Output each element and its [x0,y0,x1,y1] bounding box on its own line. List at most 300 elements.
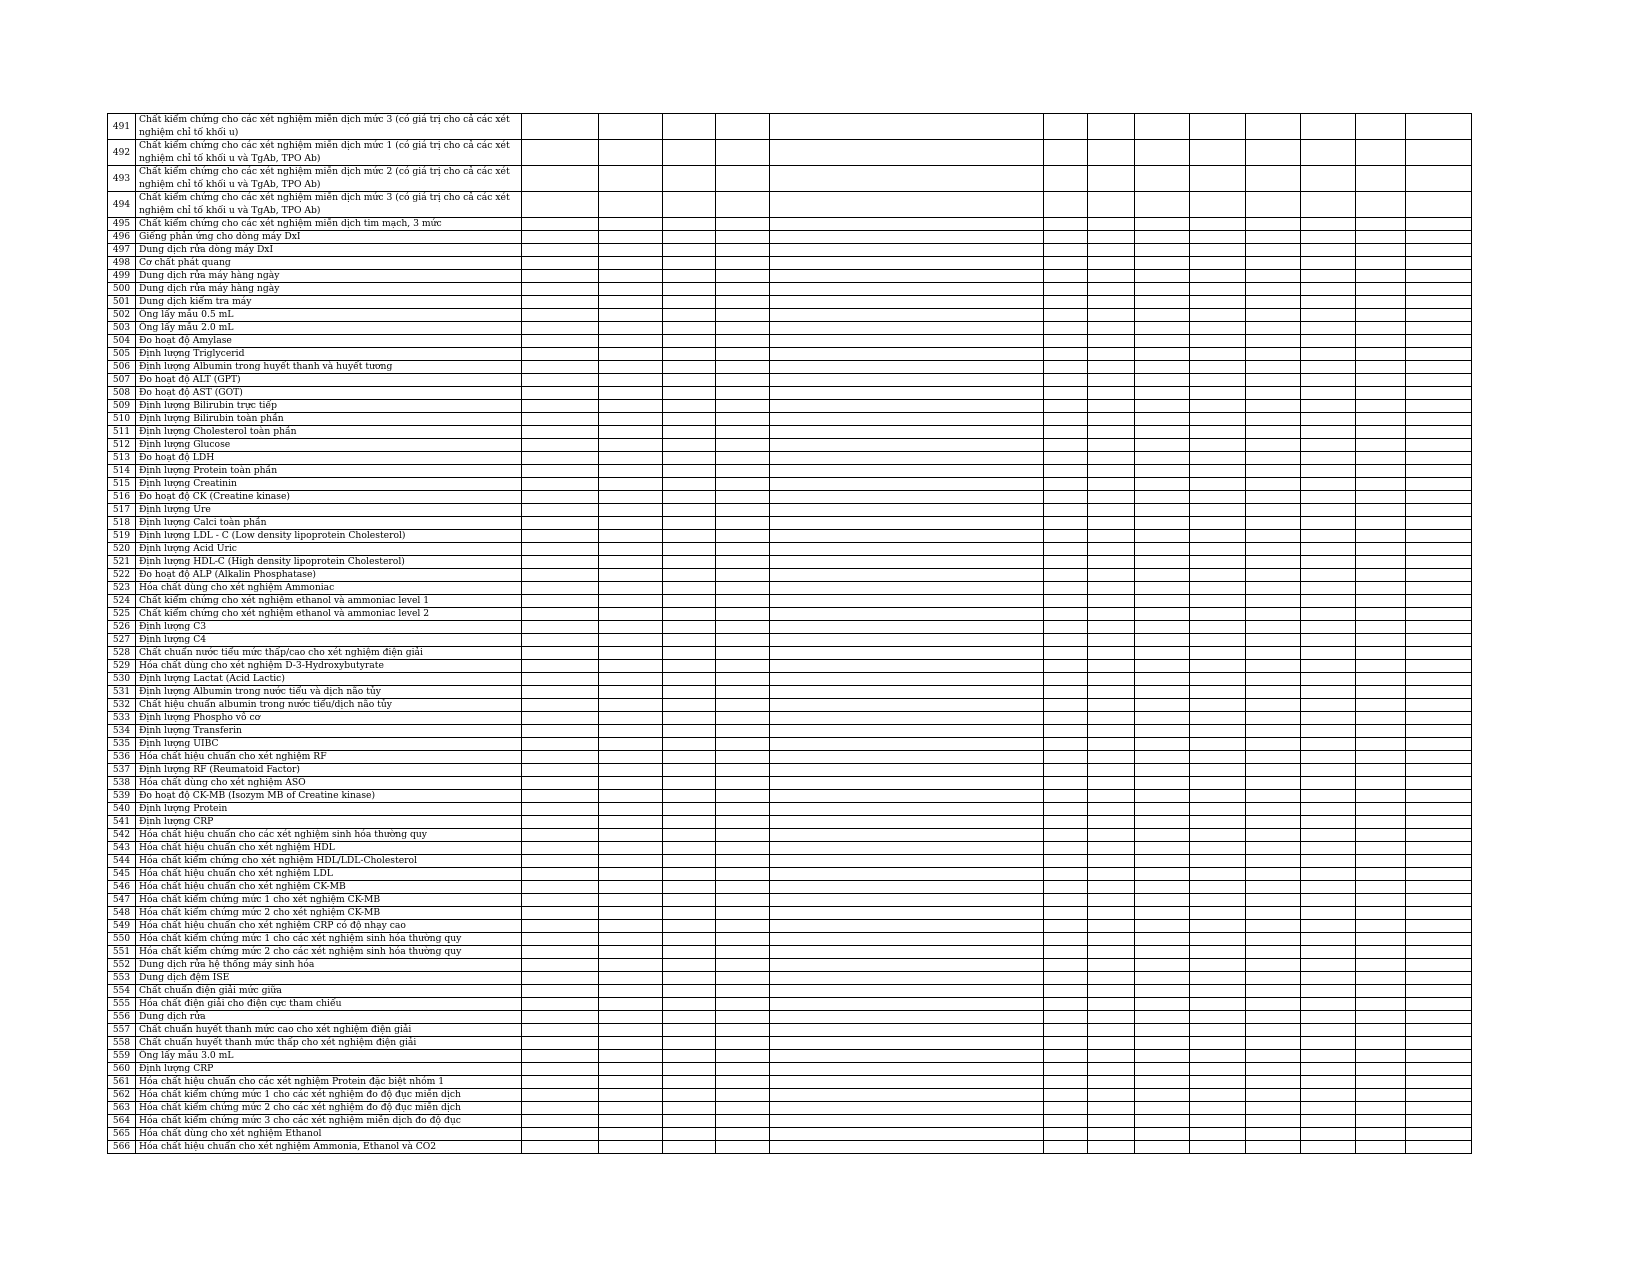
empty-cell [1356,868,1406,881]
empty-cell [599,218,663,231]
empty-cell [770,556,1044,569]
empty-cell [1406,140,1472,166]
empty-cell [716,764,770,777]
empty-cell [1088,1050,1135,1063]
empty-cell [716,387,770,400]
item-name: Định lượng RF (Reumatoid Factor) [136,764,522,777]
empty-cell [716,413,770,426]
row-number: 535 [108,738,136,751]
empty-cell [663,270,716,283]
empty-cell [1301,816,1356,829]
empty-cell [1190,998,1246,1011]
empty-cell [1301,218,1356,231]
empty-cell [1301,1011,1356,1024]
empty-cell [716,374,770,387]
empty-cell [522,491,599,504]
empty-cell [1406,751,1472,764]
row-number: 565 [108,1128,136,1141]
empty-cell [599,933,663,946]
empty-cell [522,257,599,270]
empty-cell [1135,218,1190,231]
empty-cell [1301,582,1356,595]
empty-cell [1406,660,1472,673]
empty-cell [770,244,1044,257]
empty-cell [1246,1128,1301,1141]
empty-cell [1356,1037,1406,1050]
empty-cell [1406,556,1472,569]
empty-cell [663,972,716,985]
empty-cell [716,842,770,855]
empty-cell [716,244,770,257]
empty-cell [770,517,1044,530]
table-row [108,166,1473,192]
empty-cell [716,348,770,361]
row-number: 512 [108,439,136,452]
empty-cell [716,400,770,413]
empty-cell [716,452,770,465]
item-name: Hóa chất kiểm chứng mức 2 cho xét nghiệm CK-MB [136,907,522,920]
empty-cell [1356,1011,1406,1024]
empty-cell [1135,881,1190,894]
empty-cell [1044,166,1088,192]
empty-cell [522,699,599,712]
empty-cell [1190,114,1246,140]
item-name: Chất chuẩn điện giải mức giữa [136,985,522,998]
empty-cell [770,647,1044,660]
empty-cell [599,764,663,777]
empty-cell [1356,387,1406,400]
empty-cell [1190,1037,1246,1050]
table-row [108,647,1473,660]
empty-cell [716,1063,770,1076]
row-number: 538 [108,777,136,790]
empty-cell [599,790,663,803]
empty-cell [1135,257,1190,270]
empty-cell [522,556,599,569]
empty-cell [1301,725,1356,738]
row-number: 534 [108,725,136,738]
empty-cell [1088,1076,1135,1089]
empty-cell [522,1128,599,1141]
item-name: Định lượng Cholesterol toàn phần [136,426,522,439]
row-number: 560 [108,1063,136,1076]
empty-cell [1190,959,1246,972]
empty-cell [1044,218,1088,231]
empty-cell [770,907,1044,920]
empty-cell [1246,231,1301,244]
empty-cell [599,452,663,465]
empty-cell [1356,244,1406,257]
empty-cell [1088,1037,1135,1050]
empty-cell [1406,322,1472,335]
empty-cell [1088,790,1135,803]
empty-cell [1301,530,1356,543]
empty-cell [1356,283,1406,296]
empty-cell [1135,985,1190,998]
empty-cell [1246,673,1301,686]
empty-cell [1190,686,1246,699]
empty-cell [1135,972,1190,985]
empty-cell [716,218,770,231]
empty-cell [716,595,770,608]
empty-cell [1190,361,1246,374]
empty-cell [1246,543,1301,556]
empty-cell [1044,517,1088,530]
empty-cell [1301,1115,1356,1128]
empty-cell [599,803,663,816]
empty-cell [522,738,599,751]
row-number: 508 [108,387,136,400]
empty-cell [522,764,599,777]
item-name: Định lượng Transferin [136,725,522,738]
item-name: Ống lấy mẫu 0.5 mL [136,309,522,322]
empty-cell [1190,348,1246,361]
empty-cell [599,1063,663,1076]
item-name: Hóa chất điện giải cho điện cực tham chiếu [136,998,522,1011]
row-number: 509 [108,400,136,413]
empty-cell [1301,764,1356,777]
empty-cell [716,790,770,803]
empty-cell [1135,166,1190,192]
empty-cell [1088,309,1135,322]
empty-cell [1406,777,1472,790]
empty-cell [1356,608,1406,621]
empty-cell [1246,413,1301,426]
empty-cell [1301,660,1356,673]
empty-cell [716,1011,770,1024]
empty-cell [1135,491,1190,504]
empty-cell [599,335,663,348]
empty-cell [1406,712,1472,725]
empty-cell [599,634,663,647]
empty-cell [1088,920,1135,933]
empty-cell [1406,439,1472,452]
empty-cell [1356,959,1406,972]
empty-cell [1301,114,1356,140]
empty-cell [716,517,770,530]
item-name: Định lượng Acid Uric [136,543,522,556]
empty-cell [1088,270,1135,283]
empty-cell [1301,413,1356,426]
empty-cell [1044,855,1088,868]
empty-cell [1044,387,1088,400]
empty-cell [1406,621,1472,634]
empty-cell [1356,816,1406,829]
empty-cell [1406,907,1472,920]
row-number: 566 [108,1141,136,1154]
empty-cell [1135,582,1190,595]
empty-cell [599,114,663,140]
empty-cell [1044,920,1088,933]
empty-cell [522,283,599,296]
empty-cell [770,894,1044,907]
empty-cell [1301,595,1356,608]
empty-cell [1190,1141,1246,1154]
empty-cell [1406,1115,1472,1128]
empty-cell [770,270,1044,283]
row-number: 505 [108,348,136,361]
table-row [108,829,1473,842]
empty-cell [1190,777,1246,790]
empty-cell [1044,933,1088,946]
empty-cell [1406,725,1472,738]
empty-cell [1088,504,1135,517]
empty-cell [663,738,716,751]
empty-cell [1356,1076,1406,1089]
empty-cell [522,426,599,439]
empty-cell [522,387,599,400]
empty-cell [1088,361,1135,374]
empty-cell [1044,452,1088,465]
empty-cell [1190,751,1246,764]
item-name: Đo hoạt độ AST (GOT) [136,387,522,400]
empty-cell [1301,673,1356,686]
empty-cell [716,1141,770,1154]
empty-cell [1135,465,1190,478]
empty-cell [1246,1050,1301,1063]
empty-cell [522,1050,599,1063]
table-row [108,673,1473,686]
empty-cell [1301,894,1356,907]
table-row [108,712,1473,725]
empty-cell [1135,998,1190,1011]
empty-cell [1044,1063,1088,1076]
empty-cell [1356,400,1406,413]
empty-cell [663,296,716,309]
empty-cell [1135,634,1190,647]
empty-cell [770,712,1044,725]
empty-cell [663,907,716,920]
table-row [108,660,1473,673]
empty-cell [716,543,770,556]
empty-cell [1356,517,1406,530]
empty-cell [1088,764,1135,777]
empty-cell [522,1011,599,1024]
empty-cell [599,907,663,920]
empty-cell [770,881,1044,894]
empty-cell [599,777,663,790]
empty-cell [716,439,770,452]
empty-cell [1135,1128,1190,1141]
table-row [108,894,1473,907]
empty-cell [1356,439,1406,452]
empty-cell [1088,933,1135,946]
row-number: 550 [108,933,136,946]
empty-cell [770,257,1044,270]
empty-cell [522,439,599,452]
empty-cell [663,244,716,257]
table-row [108,738,1473,751]
table-row [108,582,1473,595]
table-row [108,452,1473,465]
empty-cell [1246,530,1301,543]
empty-cell [1044,413,1088,426]
empty-cell [716,296,770,309]
empty-cell [599,322,663,335]
empty-cell [522,608,599,621]
empty-cell [770,283,1044,296]
item-name: Chất chuẩn huyết thanh mức cao cho xét nghiệm điện giải [136,1024,522,1037]
empty-cell [1044,309,1088,322]
empty-cell [1246,439,1301,452]
empty-cell [1190,868,1246,881]
empty-cell [522,959,599,972]
empty-cell [1356,556,1406,569]
empty-cell [1406,855,1472,868]
empty-cell [1088,192,1135,218]
empty-cell [770,699,1044,712]
empty-cell [599,959,663,972]
row-number: 557 [108,1024,136,1037]
table-row [108,790,1473,803]
empty-cell [1044,881,1088,894]
empty-cell [522,517,599,530]
empty-cell [599,1115,663,1128]
empty-cell [1135,764,1190,777]
empty-cell [599,556,663,569]
empty-cell [1246,816,1301,829]
empty-cell [522,296,599,309]
empty-cell [599,283,663,296]
empty-cell [1246,829,1301,842]
empty-cell [770,374,1044,387]
empty-cell [1301,543,1356,556]
empty-cell [1190,842,1246,855]
table-row [108,1128,1473,1141]
item-name: Hóa chất hiệu chuẩn cho các xét nghiệm Protein đặc biệt nhóm 1 [136,1076,522,1089]
empty-cell [599,608,663,621]
item-name: Dung dịch rửa máy hàng ngày [136,283,522,296]
empty-cell [770,192,1044,218]
empty-cell [1356,374,1406,387]
table-row [108,1141,1473,1154]
empty-cell [1301,257,1356,270]
empty-cell [1044,192,1088,218]
empty-cell [1044,972,1088,985]
empty-cell [1406,426,1472,439]
empty-cell [1088,647,1135,660]
empty-cell [1406,1089,1472,1102]
empty-cell [716,751,770,764]
empty-cell [1406,400,1472,413]
table-row [108,387,1473,400]
empty-cell [522,920,599,933]
empty-cell [1406,1050,1472,1063]
empty-cell [770,1102,1044,1115]
empty-cell [663,985,716,998]
empty-cell [1190,543,1246,556]
empty-cell [1088,777,1135,790]
table-row [108,439,1473,452]
empty-cell [663,374,716,387]
empty-cell [1246,985,1301,998]
empty-cell [1190,933,1246,946]
empty-cell [1190,270,1246,283]
item-name: Chất kiểm chứng cho xét nghiệm ethanol và ammoniac level 2 [136,608,522,621]
empty-cell [1044,634,1088,647]
empty-cell [1246,452,1301,465]
empty-cell [1406,894,1472,907]
empty-cell [599,270,663,283]
empty-cell [1246,777,1301,790]
empty-cell [1088,894,1135,907]
table-row [108,595,1473,608]
empty-cell [1406,946,1472,959]
empty-cell [663,673,716,686]
item-name: Định lượng Creatinin [136,478,522,491]
empty-cell [1301,296,1356,309]
empty-cell [1135,777,1190,790]
empty-cell [1301,842,1356,855]
empty-cell [1190,1089,1246,1102]
empty-cell [522,504,599,517]
empty-cell [1301,231,1356,244]
empty-cell [522,855,599,868]
empty-cell [716,881,770,894]
empty-cell [1246,1011,1301,1024]
row-number: 562 [108,1089,136,1102]
row-number: 503 [108,322,136,335]
empty-cell [1246,270,1301,283]
empty-cell [1190,595,1246,608]
empty-cell [522,166,599,192]
empty-cell [599,439,663,452]
empty-cell [716,283,770,296]
empty-cell [716,1128,770,1141]
empty-cell [1088,348,1135,361]
empty-cell [1246,660,1301,673]
empty-cell [599,296,663,309]
empty-cell [522,1076,599,1089]
item-name: Định lượng Calci toàn phần [136,517,522,530]
empty-cell [522,881,599,894]
empty-cell [1088,595,1135,608]
row-number: 493 [108,166,136,192]
empty-cell [1190,374,1246,387]
empty-cell [1190,972,1246,985]
empty-cell [1190,335,1246,348]
empty-cell [770,868,1044,881]
empty-cell [770,777,1044,790]
empty-cell [1088,1102,1135,1115]
table-row [108,764,1473,777]
empty-cell [1088,855,1135,868]
empty-cell [1301,309,1356,322]
row-number: 539 [108,790,136,803]
empty-cell [1190,569,1246,582]
empty-cell [599,582,663,595]
item-name: Định lượng Bilirubin toàn phần [136,413,522,426]
empty-cell [663,647,716,660]
empty-cell [770,972,1044,985]
empty-cell [1356,1089,1406,1102]
empty-cell [1190,673,1246,686]
empty-cell [1246,699,1301,712]
empty-cell [1088,881,1135,894]
empty-cell [599,829,663,842]
empty-cell [522,985,599,998]
empty-cell [522,933,599,946]
empty-cell [1190,491,1246,504]
empty-cell [1301,478,1356,491]
empty-cell [1246,894,1301,907]
item-name: Đo hoạt độ LDH [136,452,522,465]
empty-cell [663,1128,716,1141]
empty-cell [1246,166,1301,192]
empty-cell [599,491,663,504]
empty-cell [1246,920,1301,933]
table-row [108,1011,1473,1024]
